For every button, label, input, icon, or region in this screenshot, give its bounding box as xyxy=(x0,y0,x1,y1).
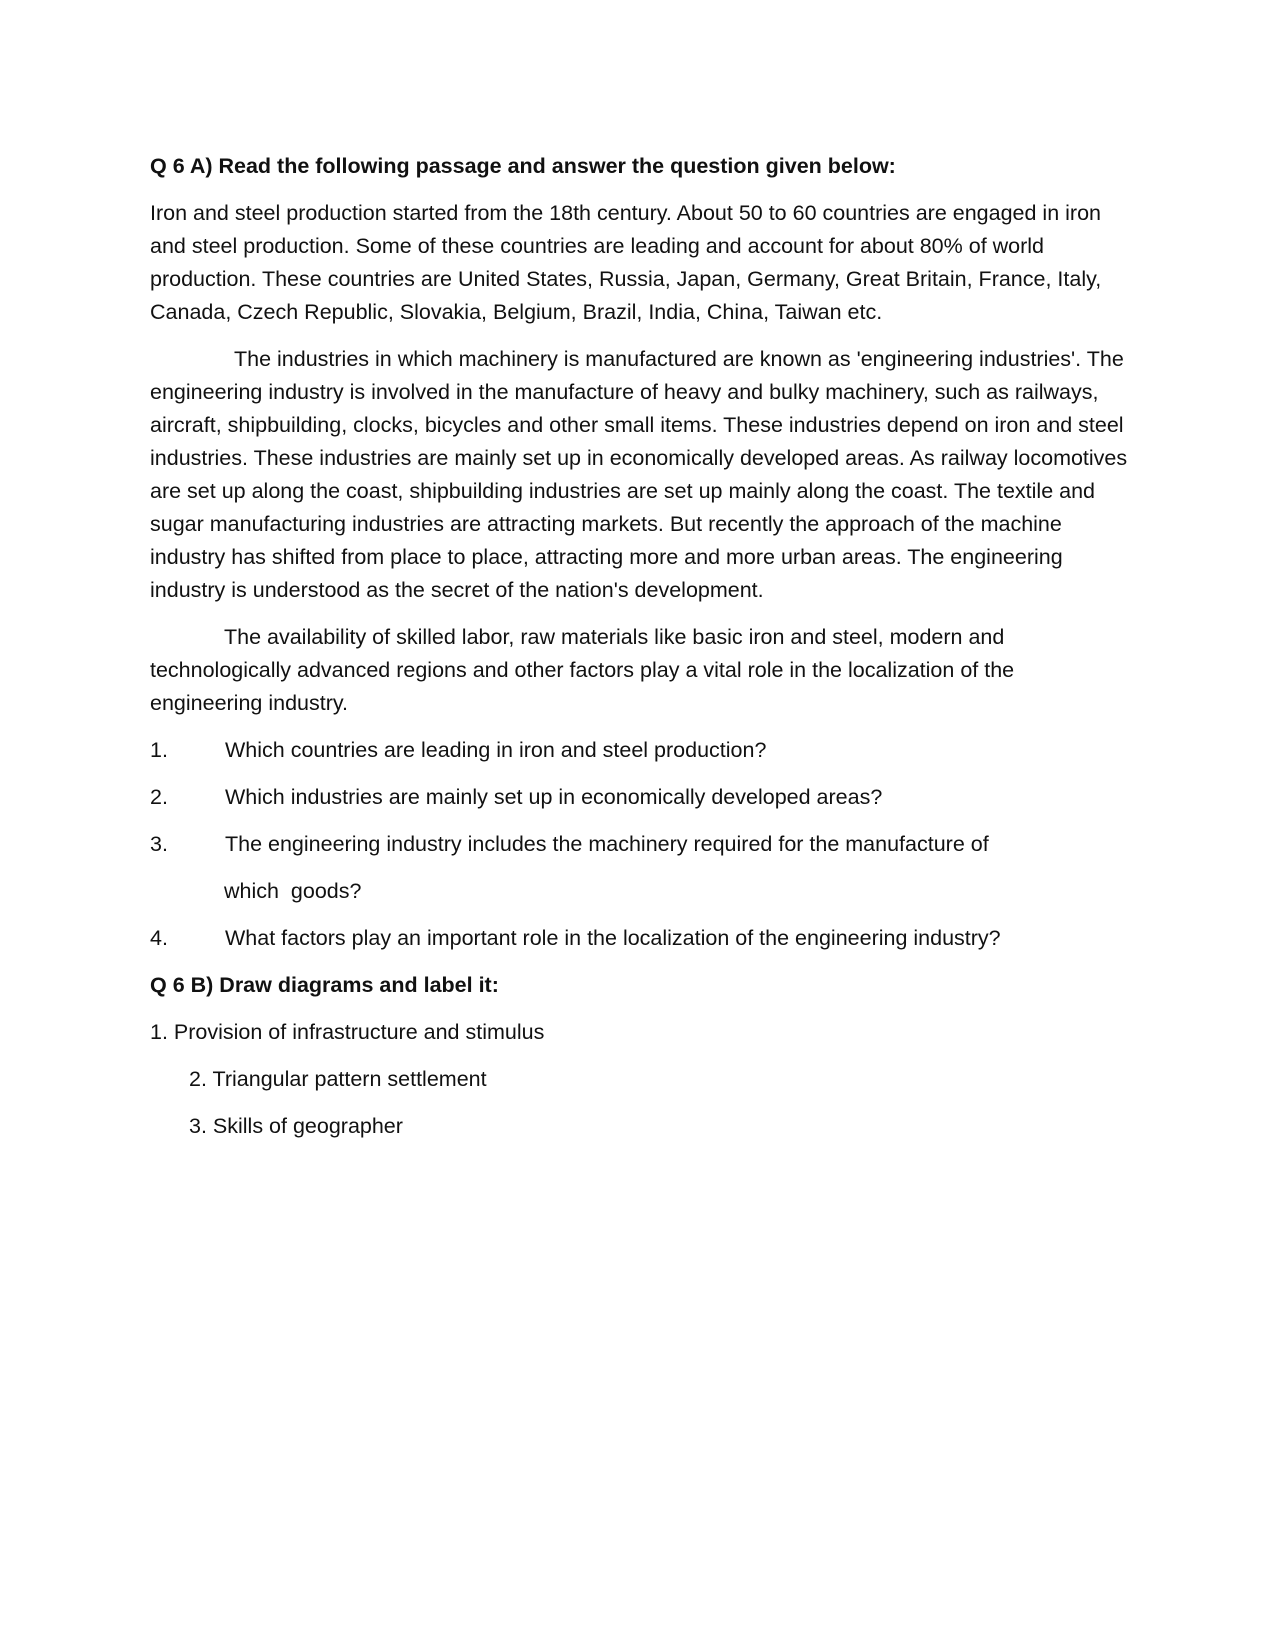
question-text: Which industries are mainly set up in economically developed areas? xyxy=(225,785,883,809)
passage-paragraph-3: The availability of skilled labor, raw materials like basic iron and steel, modern and technologically advanced regions and other factors play a vital role in the localization of the engineering industry. xyxy=(150,625,1015,715)
question-number: 1. xyxy=(150,738,168,762)
q6b-item-2: 2. Triangular pattern settlement xyxy=(189,1067,487,1091)
passage-paragraph-2: The industries in which machinery is manufactured are known as 'engineering industries'. The engineering industry is involved in the manufacture of heavy and bulky machinery, such as railways, aircraft, shipbuilding, clocks, bicycles and other small items. These industries depend on iron and steel industries. These industries are mainly set up in economically developed areas. As railway locomotives are set up along the coast, shipbuilding industries are set up mainly along the coast. The textile and sugar manufacturing industries are attracting markets. But recently the approach of the machine industry has shifted from place to place, attracting more and more urban areas. The engineering industry is understood as the secret of the nation's development. xyxy=(150,347,1128,602)
q6b-item-3: 3. Skills of geographer xyxy=(189,1114,403,1138)
q6b-heading: Q 6 B) Draw diagrams and label it: xyxy=(150,973,499,997)
question-number: 3. xyxy=(150,832,168,856)
question-text: What factors play an important role in the localization of the engineering industry? xyxy=(225,926,1001,950)
passage-paragraph-1: Iron and steel production started from the 18th century. About 50 to 60 countries are engaged in iron and steel production. Some of these countries are leading and account for about 80% of world production. These countries are United States, Russia, Japan, Germany, Great Britain, France, Italy, Canada, Czech Republic, Slovakia, Belgium, Brazil, India, China, Taiwan etc. xyxy=(150,201,1102,324)
question-3 xyxy=(150,828,1130,861)
document-page xyxy=(150,150,1130,1157)
question-number: 2. xyxy=(150,785,168,809)
q6b-item-1: 1. Provision of infrastructure and stimulus xyxy=(150,1020,545,1044)
question-1 xyxy=(150,734,1130,767)
question-number: 4. xyxy=(150,926,168,950)
question-2 xyxy=(150,781,1130,814)
question-3-continuation: which goods? xyxy=(224,879,362,903)
q6a-heading: Q 6 A) Read the following passage and answer the question given below: xyxy=(150,154,896,178)
question-text: The engineering industry includes the machinery required for the manufacture of xyxy=(225,832,989,856)
question-4 xyxy=(150,922,1130,955)
question-text: Which countries are leading in iron and steel production? xyxy=(225,738,767,762)
